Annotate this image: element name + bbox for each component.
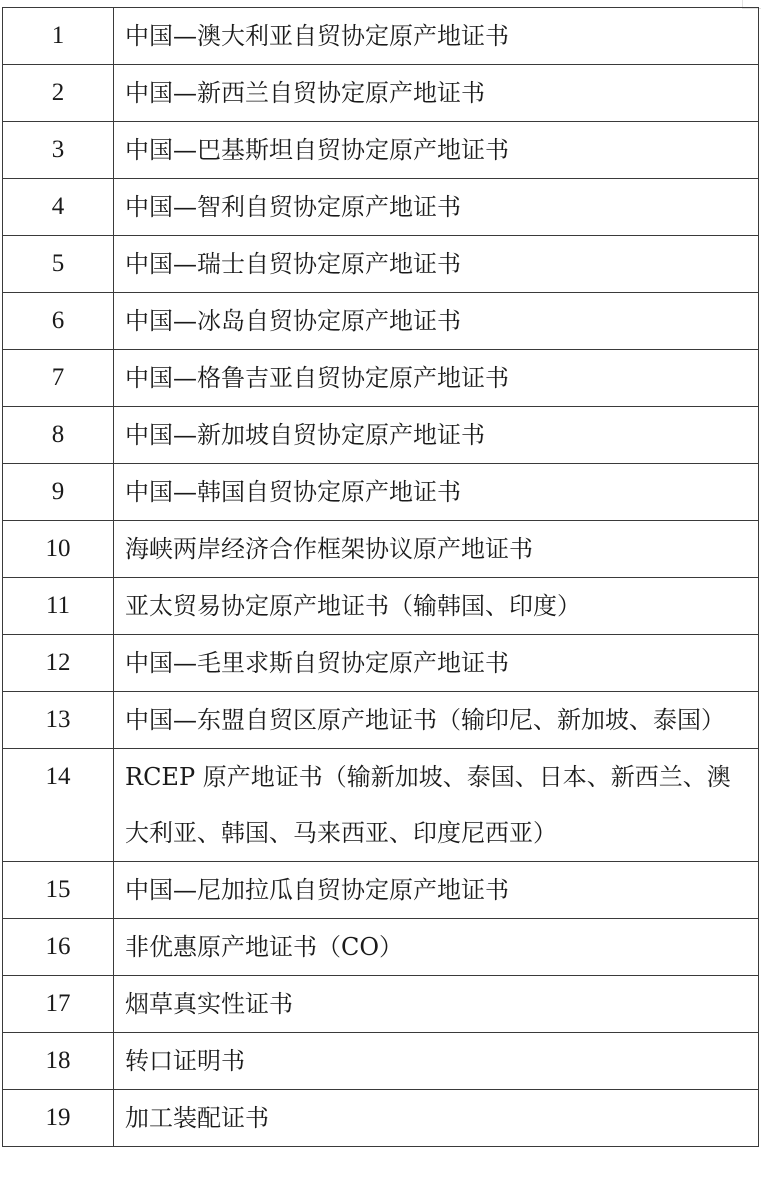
certificate-name: 中国—格鲁吉亚自贸协定原产地证书	[114, 350, 759, 407]
certificate-name: 中国—韩国自贸协定原产地证书	[114, 464, 759, 521]
certificate-table	[2, 7, 759, 1147]
table-row	[3, 1090, 759, 1147]
table-row	[3, 862, 759, 919]
row-number: 5	[3, 236, 114, 293]
table-row	[3, 749, 759, 862]
certificate-name: 中国—东盟自贸区原产地证书（输印尼、新加坡、泰国）	[114, 692, 759, 749]
table-row	[3, 293, 759, 350]
certificate-name: 中国—澳大利亚自贸协定原产地证书	[114, 8, 759, 65]
row-number: 17	[3, 976, 114, 1033]
row-number: 13	[3, 692, 114, 749]
table-row	[3, 65, 759, 122]
row-number: 3	[3, 122, 114, 179]
certificate-name: 中国—毛里求斯自贸协定原产地证书	[114, 635, 759, 692]
row-number: 4	[3, 179, 114, 236]
certificate-name: 非优惠原产地证书（CO）	[114, 919, 759, 976]
table-row	[3, 976, 759, 1033]
certificate-name: 中国—尼加拉瓜自贸协定原产地证书	[114, 862, 759, 919]
table-row	[3, 8, 759, 65]
certificate-name: 中国—新西兰自贸协定原产地证书	[114, 65, 759, 122]
table-row	[3, 919, 759, 976]
table-row	[3, 464, 759, 521]
row-number: 2	[3, 65, 114, 122]
certificate-name: 中国—冰岛自贸协定原产地证书	[114, 293, 759, 350]
certificate-name: 亚太贸易协定原产地证书（输韩国、印度）	[114, 578, 759, 635]
certificate-name: 中国—瑞士自贸协定原产地证书	[114, 236, 759, 293]
table-row	[3, 179, 759, 236]
row-number: 7	[3, 350, 114, 407]
table-row	[3, 521, 759, 578]
certificate-name: 中国—巴基斯坦自贸协定原产地证书	[114, 122, 759, 179]
table-row	[3, 1033, 759, 1090]
row-number: 16	[3, 919, 114, 976]
row-number: 11	[3, 578, 114, 635]
row-number: 15	[3, 862, 114, 919]
row-number: 18	[3, 1033, 114, 1090]
certificate-name: 海峡两岸经济合作框架协议原产地证书	[114, 521, 759, 578]
certificate-name: 烟草真实性证书	[114, 976, 759, 1033]
table-row	[3, 407, 759, 464]
table-row	[3, 578, 759, 635]
table-row	[3, 350, 759, 407]
row-number: 10	[3, 521, 114, 578]
row-number: 8	[3, 407, 114, 464]
certificate-name: 中国—智利自贸协定原产地证书	[114, 179, 759, 236]
row-number: 1	[3, 8, 114, 65]
row-number: 19	[3, 1090, 114, 1147]
certificate-name: RCEP 原产地证书（输新加坡、泰国、日本、新西兰、澳大利亚、韩国、马来西亚、印度尼西亚）	[114, 749, 759, 862]
row-number: 12	[3, 635, 114, 692]
table-row	[3, 635, 759, 692]
certificate-name: 加工装配证书	[114, 1090, 759, 1147]
certificate-name: 中国—新加坡自贸协定原产地证书	[114, 407, 759, 464]
row-number: 9	[3, 464, 114, 521]
table-row	[3, 692, 759, 749]
table-row	[3, 236, 759, 293]
table-row	[3, 122, 759, 179]
row-number: 6	[3, 293, 114, 350]
certificate-table-body	[3, 8, 759, 1147]
row-number: 14	[3, 749, 114, 862]
certificate-name: 转口证明书	[114, 1033, 759, 1090]
